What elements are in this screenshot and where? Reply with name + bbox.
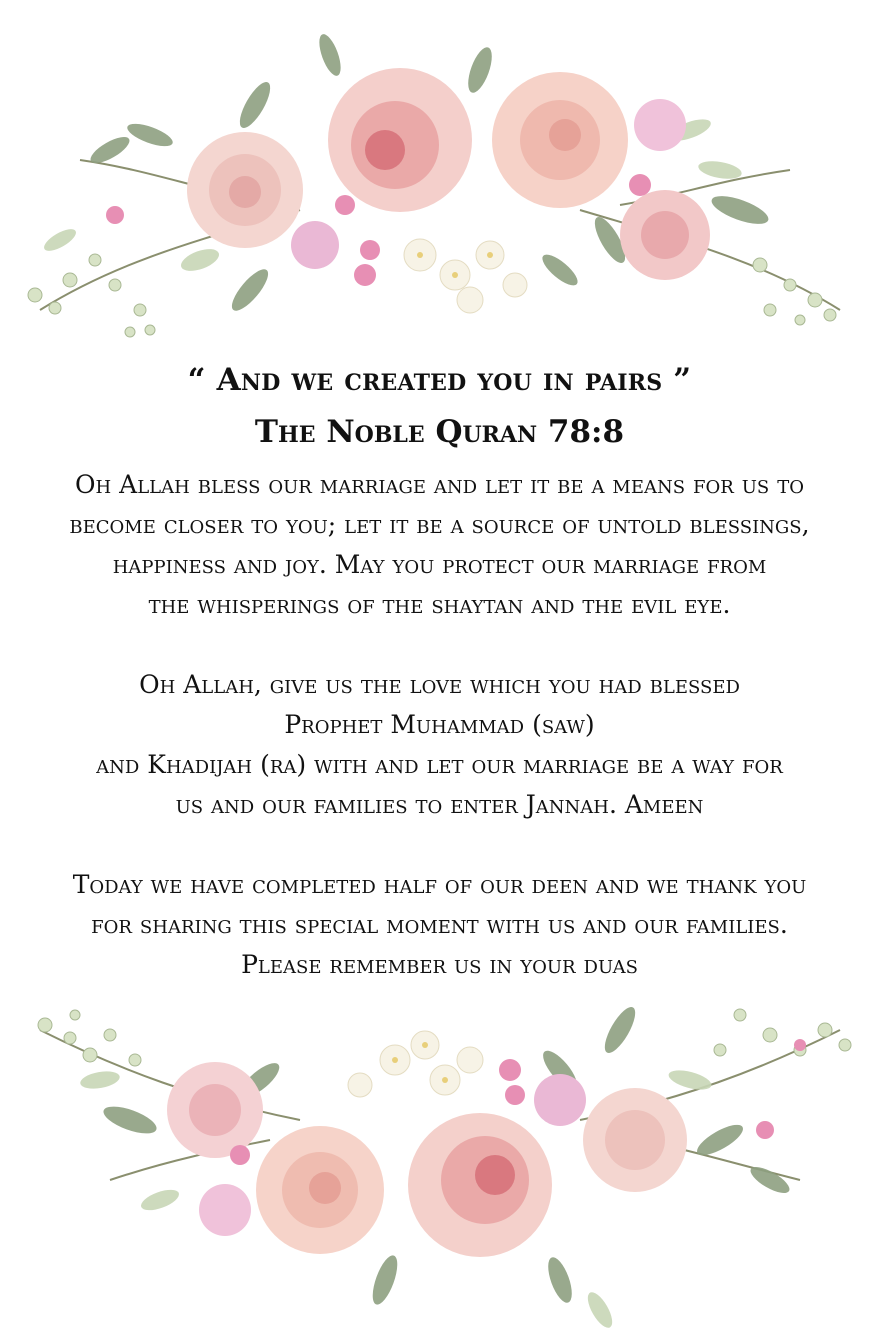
paragraph-line: and Khadijah (ra) with and let our marriage be a way for xyxy=(96,750,783,779)
paragraph-line: Oh Allah bless our marriage and let it be a means for us to xyxy=(75,470,804,499)
dua-paragraph-2 xyxy=(0,665,879,825)
quote-heading: “ And we created you in pairs ” xyxy=(187,362,692,398)
paragraph-line: Oh Allah, give us the love which you had blessed xyxy=(139,670,740,699)
dua-paragraph-1 xyxy=(0,465,879,625)
paragraph-line: happiness and joy. May you protect our marriage from xyxy=(112,550,767,579)
paragraph-line: Please remember us in your duas xyxy=(241,950,638,979)
paragraph-line: Today we have completed half of our deen and we thank you xyxy=(72,870,807,899)
paragraph-line: us and our families to enter Jannah. Ameen xyxy=(175,790,704,819)
thanks-paragraph xyxy=(0,865,879,985)
paragraph-line: the whisperings of the shaytan and the evil eye. xyxy=(148,590,731,619)
top-floral-garland-icon xyxy=(0,10,879,350)
quran-reference: The Noble Quran 78:8 xyxy=(254,414,625,450)
paragraph-line: Prophet Muhammad (saw) xyxy=(284,710,595,739)
bottom-floral-garland-icon xyxy=(0,990,879,1335)
paragraph-line: become closer to you; let it be a source of untold blessings, xyxy=(69,510,810,539)
paragraph-line: for sharing this special moment with us and our families. xyxy=(91,910,788,939)
